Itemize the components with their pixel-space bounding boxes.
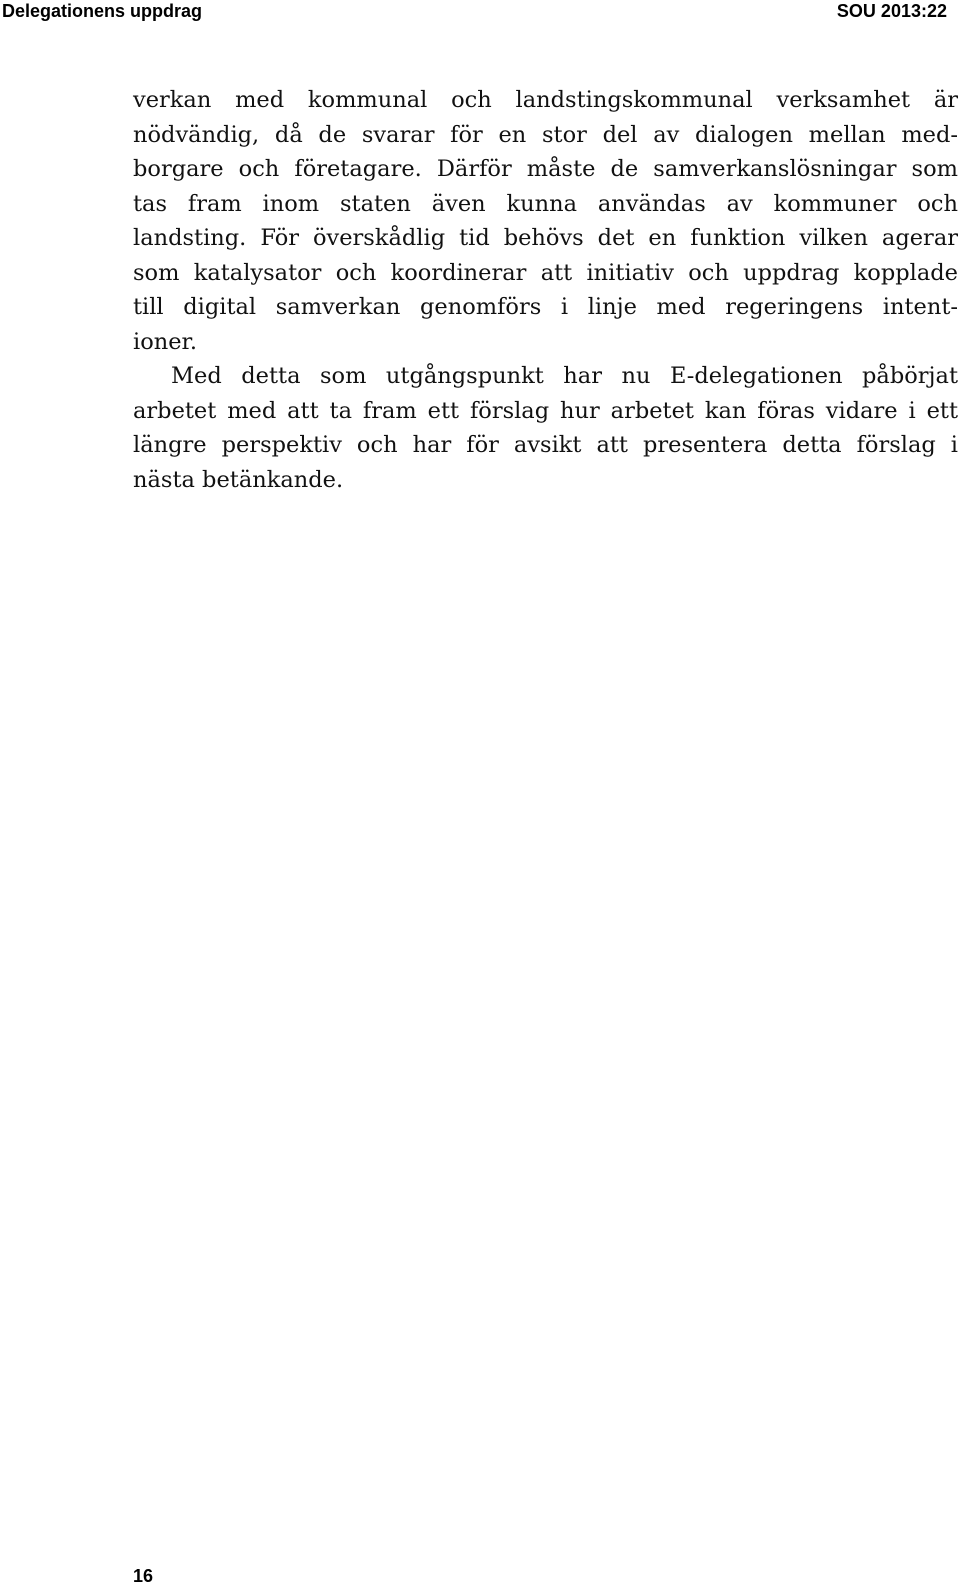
chapter-title: Delegationens uppdrag [2, 1, 203, 21]
text-line: landsting. För överskådlig tid behövs det en funktion vilken agerar [133, 225, 958, 251]
running-header [0, 0, 960, 22]
text-line: nödvändig, då de svarar för en stor del av dialogen mellan med- [133, 121, 958, 148]
text-line: som katalysator och koordinerar att initiativ och uppdrag kopplade [133, 259, 958, 286]
document-reference: SOU 2013:22 [836, 1, 947, 21]
text-line: Med detta som utgångspunkt har nu E-delegationen påbörjat [171, 363, 958, 389]
text-line: arbetet med att ta fram ett förslag hur arbetet kan föras vidare i ett [133, 397, 958, 424]
text-line: till digital samverkan genomförs i linje med regeringens intent- [133, 294, 958, 320]
body-text [133, 83, 958, 497]
text-line: verkan med kommunal och landstingskommunal verksamhet är [133, 87, 958, 113]
text-line: tas fram inom staten även kunna användas av kommuner och [133, 190, 958, 217]
text-line: nästa betänkande. [133, 466, 344, 493]
text-line: ioner. [133, 328, 197, 355]
text-line: borgare och företagare. Därför måste de samverkanslösningar som [133, 156, 958, 182]
text-line: längre perspektiv och har för avsikt att presentera detta förslag i [133, 432, 958, 458]
page-number: 16 [133, 1566, 154, 1586]
